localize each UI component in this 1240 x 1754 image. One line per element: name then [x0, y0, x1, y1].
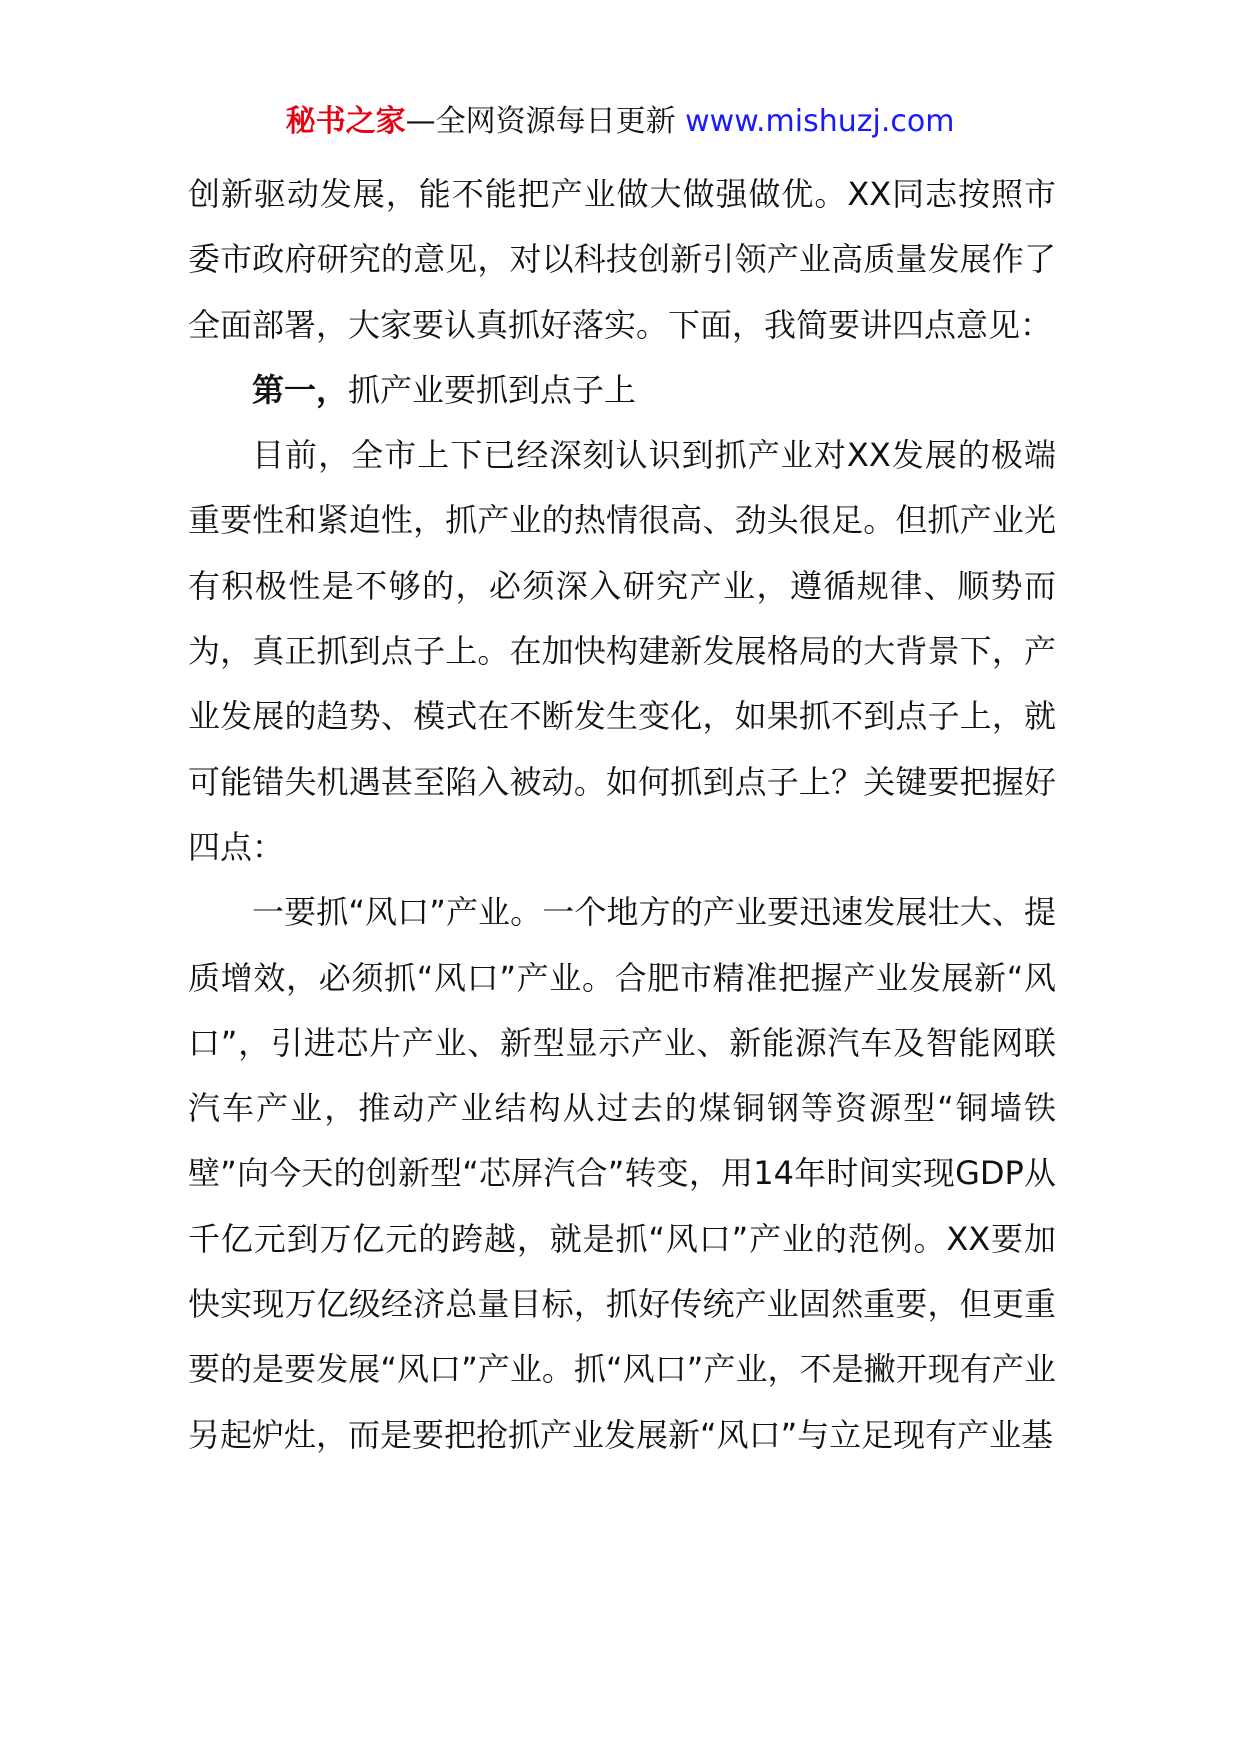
- section-heading-number: 第一，: [252, 370, 349, 409]
- site-url-link[interactable]: www.mishuzj.com: [685, 104, 955, 139]
- section-heading-text: 抓产业要抓到点子上: [348, 370, 637, 409]
- section-heading: [188, 358, 1056, 423]
- paragraph-context: 目前，全市上下已经深刻认识到抓产业对XX发展的极端重要性和紧迫性，抓产业的热情很高、劲头很足。但抓产业光有积极性是不够的，必须深入研究产业，遵循规律、顺势而为，真正抓到点子上。在加快构建新发展格局的大背景下，产业发展的趋势、模式在不断发生变化，如果抓不到点子上，就可能错失机遇甚至陷入被动。如何抓到点子上？关键要把握好四点：: [188, 436, 1056, 866]
- site-brand: 秘书之家: [285, 104, 406, 139]
- paragraph-intro: 创新驱动发展，能不能把产业做大做强做优。XX同志按照市委市政府研究的意见，对以科技创新引领产业高质量发展作了全面部署，大家要认真抓好落实。下面，我简要讲四点意见：: [188, 175, 1056, 344]
- site-tagline: —全网资源每日更新: [405, 104, 676, 139]
- site-header: [0, 100, 1240, 144]
- paragraph-point-one: 一要抓“风口”产业。一个地方的产业要迅速发展壮大、提质增效，必须抓“风口”产业。合肥市精准把握产业发展新“风口”，引进芯片产业、新型显示产业、新能源汽车及智能网联汽车产业，推动产业结构从过去的煤铜钢等资源型“铜墙铁壁”向今天的创新型“芯屏汽合”转变，用14年时间实现GDP从千亿元到万亿元的跨越，就是抓“风口”产业的范例。XX要加快实现万亿级经济总量目标，抓好传统产业固然重要，但更重要的是要发展“风口”产业。抓“风口”产业，不是撇开现有产业另起炉灶，而是要把抢抓产业发展新“风口”与立足现有产业基: [188, 893, 1056, 1454]
- document-body: [188, 162, 1056, 1468]
